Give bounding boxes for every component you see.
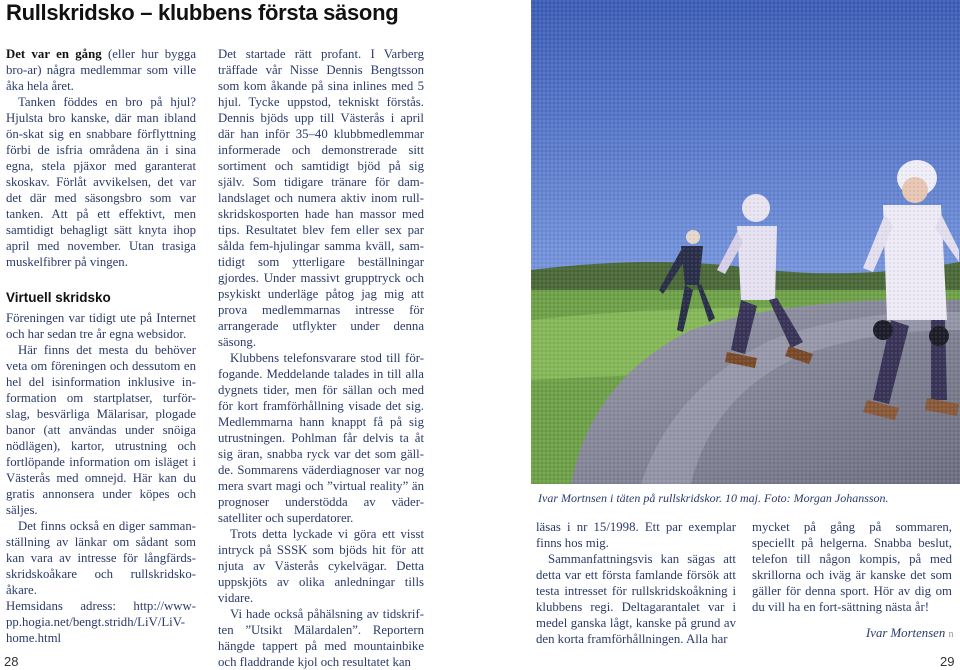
lead-bold-text: Det var en gång <box>6 47 102 61</box>
paragraph: Det startade rätt profant. I Varberg träffade vår Nisse Dennis Bengtsson som kom åkande på sina inlines med 5 hjul. Tycke uppstod, tekniskt förstås. Dennis bjöds upp till Västerås i april där han inför 35–40 klubbmedlemmar informerade och demonstrerade sitt sortiment och samtidigt bjöd på sig själv. Som tidigare tränare för dam-landslaget och numera aktiv inom rull-skridskosporten hade han massor med tips. Resultatet blev fem eller sex par sålda fem-hjulingar samma kväll, sam-tidigt som ytterligare beställningar gjordes. Under massivt grupptryck och psykiskt underläge påtog jag mig att prova medlemmarnas intresse för arrangerade utflykter under denna säsong. <box>218 47 424 349</box>
column-4 <box>752 519 952 615</box>
paragraph: Föreningen var tidigt ute på Internet och har sedan tre år egna websidor. <box>6 311 196 341</box>
paragraph: Trots detta lyckade vi göra ett visst intryck på SSSK som bjöds hit för att njuta av Västerås cykelvägar. Detta uppskjöts av olika anledningar tills vidare. <box>218 527 424 605</box>
photo-caption: Ivar Mortnsen i täten på rullskridskor. 10 maj. Foto: Morgan Johansson. <box>538 491 889 505</box>
paragraph: läsas i nr 15/1998. Ett par exemplar finns hos mig. <box>536 520 736 550</box>
paragraph: Det finns också en diger samman-ställning av länkar om sådant som kan vara av intresse för långfärds-skridskoåkare och rullskridsko-åkare. <box>6 519 196 597</box>
lead-paragraph <box>6 46 196 94</box>
paragraph: Sammanfattningsvis kan sägas att detta var ett första famlande försök att testa intresset för rullskridskoåkning i klubbens regi. Deltagarantalet var i medel ganska lågt, kanske på grund av den korta framförhållningen. Alla har <box>536 552 736 646</box>
paragraph: Klubbens telefonsvarare stod till för-fogande. Meddelande talades in till alla dygnets tider, men för sällan och med för kort framförhållning visade det sig. Medlemmarna hann knappt få på sig utrustningen. Pohlman får delvis ta åt sig äran, snabba ryck var det som gäll-de. Sommarens väderdiagnoser var nog mera svart magi och ”virtual reality” än prognoser understödda av väder-satelliter och superdatorer. <box>218 351 424 525</box>
end-mark: n <box>948 629 954 640</box>
lead-rest-text: (eller hur bygga bro-ar) några medlemmar som ville åka hela året. <box>6 47 196 93</box>
article-title: Rullskridsko – klubbens första säsong <box>6 0 399 25</box>
paragraph: Tanken föddes en bro på hjul? Hjulsta bro kanske, där man ibland ön-skat sig en snabbare förflyttning förbi de isfria områdena än i sina egna, stela pjäxor med garanterat skoskav. Förlåt avvikelsen, det var det där med säsongsbro som var tanken. Att på ett effektivt, men samtidigt behagligt sätt knyta ihop april med november. Utan trasiga muskelfibrer på vingen. <box>6 95 196 269</box>
page-number-left: 28 <box>4 654 19 669</box>
photo-illustration <box>531 0 960 484</box>
author-signature <box>866 626 953 641</box>
column-3 <box>536 519 736 647</box>
subheading: Virtuell skridsko <box>6 290 111 305</box>
paragraph: mycket på gång på sommaren, speciellt på helgerna. Snabba beslut, telefon till någon kompis, på med skrillorna och iväg är kanske det som gäller för denna sport. Hör av dig om du vill ha en fort-sättning nästa år! <box>752 520 952 614</box>
paragraph: Här finns det mesta du behöver veta om föreningen och dessutom en hel del isinformation inklusive in-formation om startplatser, turför-slag, besvärliga Mälarisar, plogade banor (att användas under snöiga nödlägen), kartor, utrustning och fortlöpande information om isläget i Västerås med omnejd. Här kan du gratis annonsera under köpes och säljes. <box>6 343 196 517</box>
website-address: Hemsidans adress: http://www-pp.hogia.net/bengt.stridh/LiV/LiV-home.html <box>6 599 196 645</box>
column-1 <box>6 46 196 646</box>
author-name: Ivar Mortensen <box>866 626 946 640</box>
page-number-right: 29 <box>940 654 955 669</box>
column-2 <box>218 46 424 670</box>
rollerskating-photo <box>531 0 960 484</box>
paragraph: Vi hade också påhälsning av tidskrif-ten ”Utsikt Mälardalen”. Reportern hängde tappert på med mountainbike och fladdrande kjol och resultatet kan <box>218 607 424 669</box>
